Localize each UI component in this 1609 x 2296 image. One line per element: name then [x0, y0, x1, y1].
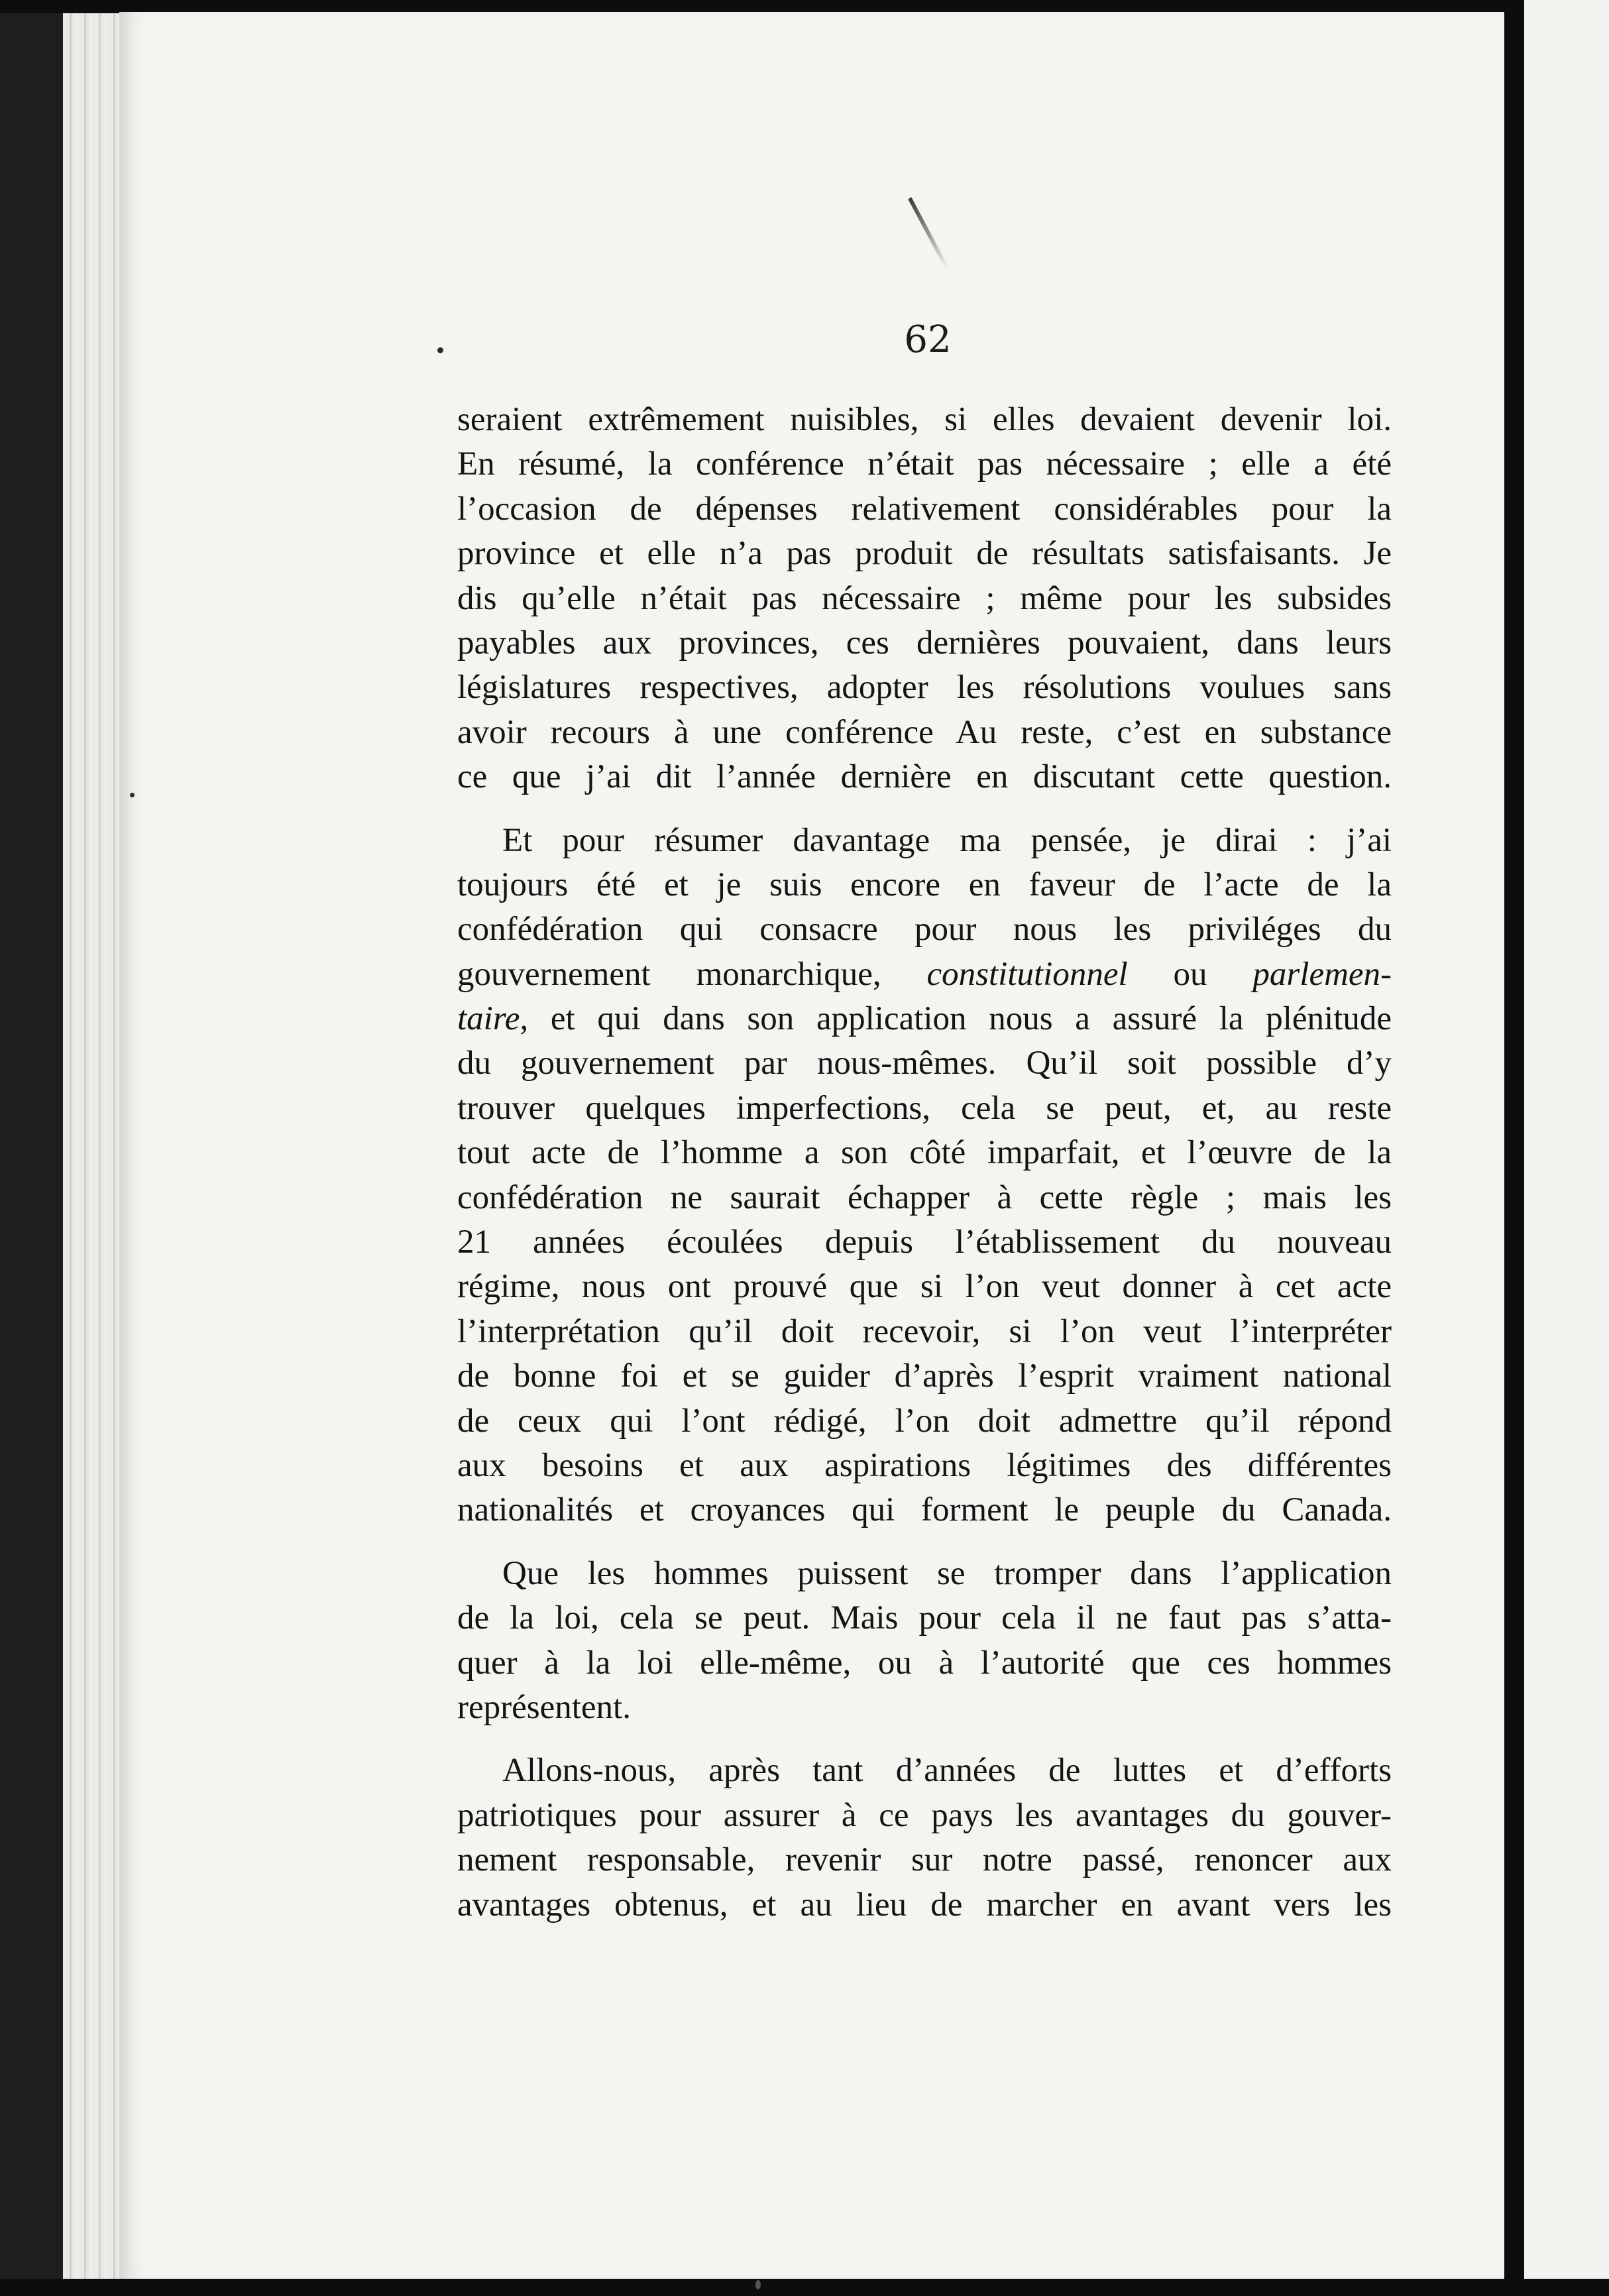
italic-term: constitutionnel [926, 955, 1128, 993]
top-scan-border [0, 0, 1609, 13]
text-line: avantages obtenus, et au lieu de marcher en avant vers les [457, 1886, 1392, 1923]
text-line: patriotiques pour assurer à ce pays les avantages du gouver- [457, 1796, 1392, 1834]
italic-term: taire, [457, 1000, 529, 1038]
text-line: avoir recours à une conférence Au reste, c’est en substance [457, 713, 1392, 751]
right-margin-strip [1524, 0, 1609, 2296]
text-line: toujours été et je suis encore en faveur de l’acte de la [457, 866, 1392, 903]
dust-speck [437, 347, 443, 353]
text-line: 21 années écoulées depuis l’établissement du nouveau [457, 1224, 1392, 1261]
text-line: trouver quelques imperfections, cela se peut, et, au reste [457, 1089, 1392, 1127]
text-line: nement responsable, revenir sur notre passé, renoncer aux [457, 1841, 1392, 1879]
text-line: confédération ne saurait échapper à cette règle ; mais les [457, 1178, 1392, 1216]
paragraph-1 [457, 398, 1392, 800]
text-line: de ceux qui l’ont rédigé, l’on doit admettre qu’il répond [457, 1402, 1392, 1440]
text-line: l’interprétation qu’il doit recevoir, si l’on veut l’interpréter [457, 1312, 1392, 1350]
text-line: régime, nous ont prouvé que si l’on veut donner à cet acte [457, 1268, 1392, 1306]
text-fragment: ou [1173, 955, 1207, 993]
text-line: l’occasion de dépenses relativement considérables pour la [457, 490, 1392, 528]
italic-term: parlemen- [1252, 955, 1392, 993]
paragraph-4 [457, 1749, 1392, 1927]
text-line [457, 952, 1392, 997]
text-line: tout acte de l’homme a son côté imparfait, et l’œuvre de la [457, 1134, 1392, 1172]
text-line: ce que j’ai dit l’année dernière en discutant cette question. [457, 758, 1392, 796]
text-line: législatures respectives, adopter les résolutions voulues sans [457, 669, 1392, 707]
right-scan-border [1504, 0, 1524, 2296]
text-line: de bonne foi et se guider d’après l’esprit vraiment national [457, 1357, 1392, 1395]
bottom-scan-border [0, 2279, 1609, 2296]
dust-speck [130, 793, 135, 797]
text-line: Que les hommes puissent se tromper dans l’application [502, 1554, 1392, 1592]
text-line: Et pour résumer davantage ma pensée, je dirai : j’ai [502, 821, 1392, 859]
paragraph-2 [457, 819, 1392, 1533]
text-fragment: et qui dans son application nous a assuré la plénitude [550, 1000, 1392, 1038]
page-number: 62 [904, 318, 952, 361]
text-line: Allons-nous, après tant d’années de luttes et d’efforts [502, 1752, 1392, 1790]
text-line: payables aux provinces, ces dernières pouvaient, dans leurs [457, 624, 1392, 661]
text-line: province et elle n’a pas produit de résultats satisfaisants. Je [457, 535, 1392, 573]
text-line [457, 997, 1392, 1041]
paragraph-3 [457, 1552, 1392, 1731]
text-line: confédération qui consacre pour nous les priviléges du [457, 911, 1392, 948]
text-line: du gouvernement par nous-mêmes. Qu’il soit possible d’y [457, 1045, 1392, 1082]
text-line: aux besoins et aux aspirations légitimes des différentes [457, 1446, 1392, 1484]
body-text [457, 398, 1392, 1927]
text-line: nationalités et croyances qui forment le peuple du Canada. [457, 1491, 1392, 1529]
dust-speck [755, 2280, 761, 2289]
text-line: dis qu’elle n’était pas nécessaire ; même pour les subsides [457, 579, 1392, 617]
text-fragment: gouvernement monarchique, [457, 955, 881, 993]
text-line: En résumé, la conférence n’était pas nécessaire ; elle a été [457, 445, 1392, 483]
text-line: de la loi, cela se peut. Mais pour cela il ne faut pas s’atta- [457, 1599, 1392, 1637]
text-line: quer à la loi elle-même, ou à l’autorité que ces hommes [457, 1644, 1392, 1682]
text-line: seraient extrêmement nuisibles, si elles devaient devenir loi. [457, 401, 1392, 438]
text-line: représentent. [457, 1688, 631, 1726]
